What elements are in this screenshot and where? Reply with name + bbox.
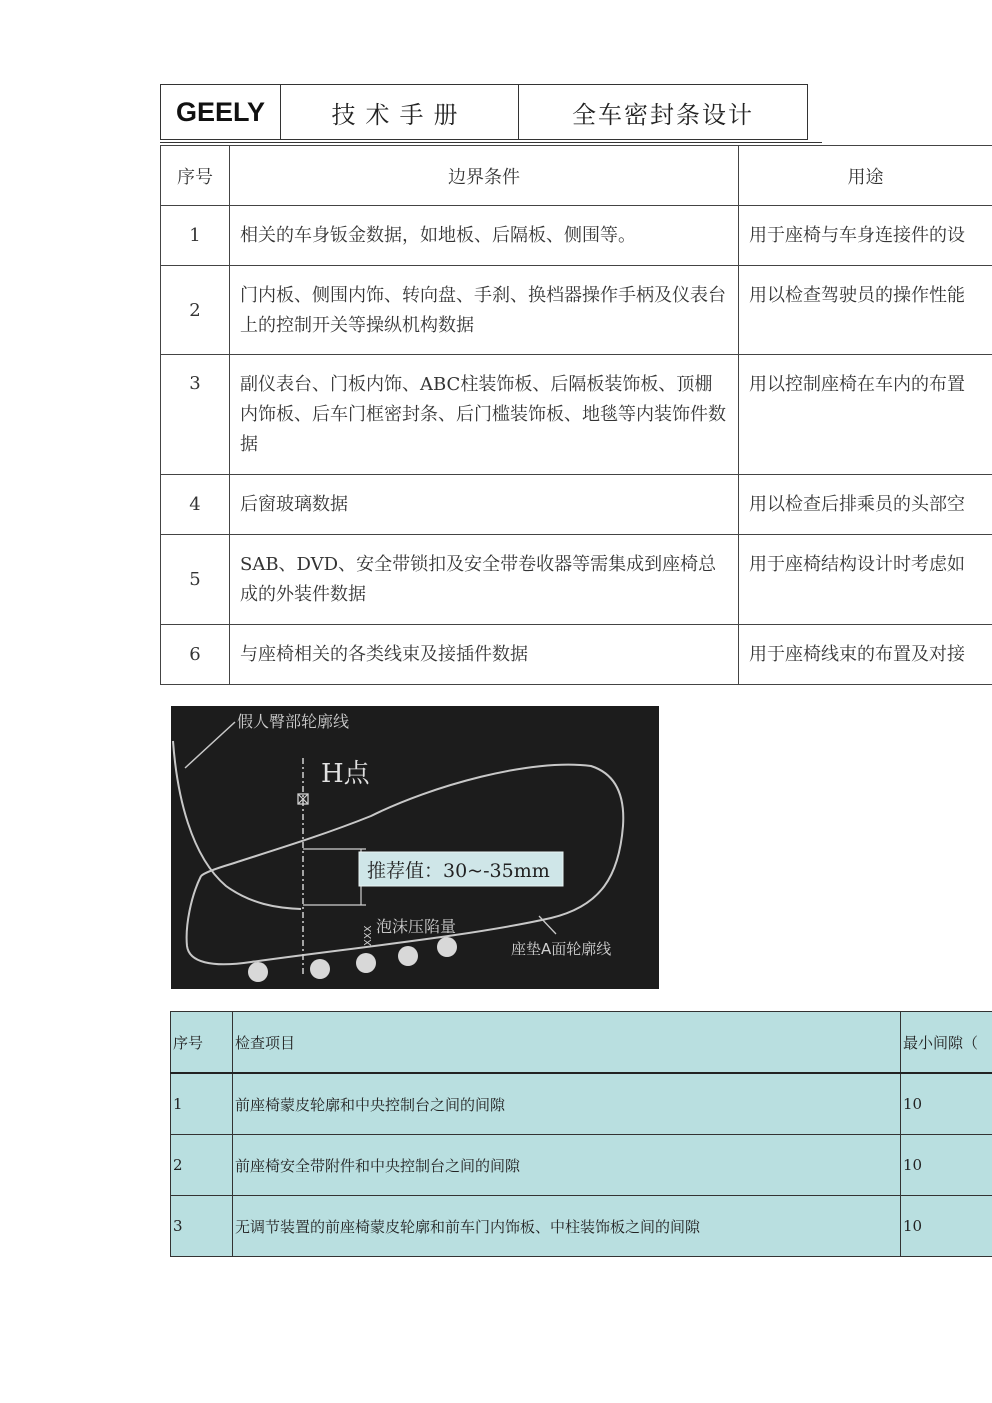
table-row	[161, 475, 992, 535]
row-num: 4	[161, 475, 230, 535]
h-point-label: H点	[321, 759, 370, 789]
row-condition: 后窗玻璃数据	[230, 475, 739, 535]
row-num: 2	[171, 1135, 233, 1196]
row-condition: 相关的车身钣金数据，如地板、后隔板、侧围等。	[230, 206, 739, 266]
diagram-drawing	[171, 706, 659, 989]
row-num: 1	[171, 1073, 233, 1135]
row-use: 用以检查驾驶员的操作性能	[739, 266, 992, 355]
row-num: 2	[161, 266, 230, 355]
table-row	[161, 625, 992, 685]
cushion-contour-label: 座垫A面轮廓线	[511, 940, 612, 958]
table-row	[161, 206, 992, 266]
seat-h-point-diagram	[171, 706, 659, 989]
col-header-item: 检查项目	[233, 1012, 901, 1074]
table-row	[161, 355, 992, 475]
row-item: 前座椅蒙皮轮廓和中央控制台之间的间隙	[233, 1073, 901, 1135]
manual-title: 技术手册	[281, 85, 519, 139]
table-row	[161, 266, 992, 355]
foam-point	[310, 959, 330, 979]
row-use: 用于座椅线束的布置及对接	[739, 625, 992, 685]
row-gap: 10	[901, 1073, 992, 1135]
hip-contour-line	[173, 741, 301, 909]
table-row	[171, 1135, 992, 1196]
row-condition: SAB、DVD、安全带锁扣及安全带卷收器等需集成到座椅总成的外装件数据	[230, 535, 739, 625]
row-use: 用以检查后排乘员的头部空	[739, 475, 992, 535]
col-header-condition: 边界条件	[230, 146, 739, 206]
hip-contour-label: 假人臀部轮廓线	[237, 712, 350, 731]
row-item: 前座椅安全带附件和中央控制台之间的间隙	[233, 1135, 901, 1196]
row-use: 用以控制座椅在车内的布置	[739, 355, 992, 475]
col-header-num: 序号	[161, 146, 230, 206]
recommend-value-label: 推荐值：30~-35mm	[367, 860, 550, 882]
row-num: 3	[171, 1196, 233, 1257]
foam-point	[248, 962, 268, 982]
row-num: 5	[161, 535, 230, 625]
row-gap: 10	[901, 1135, 992, 1196]
table-header-row	[171, 1012, 992, 1074]
hip-label-leader	[185, 722, 235, 768]
row-use: 用于座椅与车身连接件的设	[739, 206, 992, 266]
row-condition: 门内板、侧围内饰、转向盘、手刹、换档器操作手柄及仪表台上的控制开关等操纵机构数据	[230, 266, 739, 355]
table-row	[161, 535, 992, 625]
foam-dimension-mark: XXX	[363, 925, 374, 946]
row-num: 6	[161, 625, 230, 685]
row-condition: 副仪表台、门板内饰、ABC柱装饰板、后隔板装饰板、顶棚内饰板、后车门框密封条、后门槛装饰板、地毯等内装饰件数据	[230, 355, 739, 475]
document-header	[160, 84, 808, 140]
foam-point	[398, 946, 418, 966]
document-subject: 全车密封条设计	[572, 100, 754, 129]
header-rule	[160, 142, 822, 143]
brand-logo-text: GEELY	[161, 85, 281, 139]
row-num: 1	[161, 206, 230, 266]
col-header-use: 用途	[739, 146, 992, 206]
row-gap: 10	[901, 1196, 992, 1257]
table-row	[171, 1073, 992, 1135]
row-use: 用于座椅结构设计时考虑如	[739, 535, 992, 625]
table-row	[171, 1196, 992, 1257]
row-item: 无调节装置的前座椅蒙皮轮廓和前车门内饰板、中柱装饰板之间的间隙	[233, 1196, 901, 1257]
row-condition: 与座椅相关的各类线束及接插件数据	[230, 625, 739, 685]
table-header-row	[161, 146, 992, 206]
foam-compression-label: 泡沫压陷量	[376, 917, 457, 936]
col-header-num: 序号	[171, 1012, 233, 1074]
clearance-check-table	[170, 1011, 992, 1257]
col-header-gap: 最小间隙（	[901, 1012, 992, 1074]
foam-point	[437, 937, 457, 957]
boundary-conditions-table	[160, 145, 992, 685]
row-num: 3	[161, 355, 230, 475]
foam-point	[356, 953, 376, 973]
